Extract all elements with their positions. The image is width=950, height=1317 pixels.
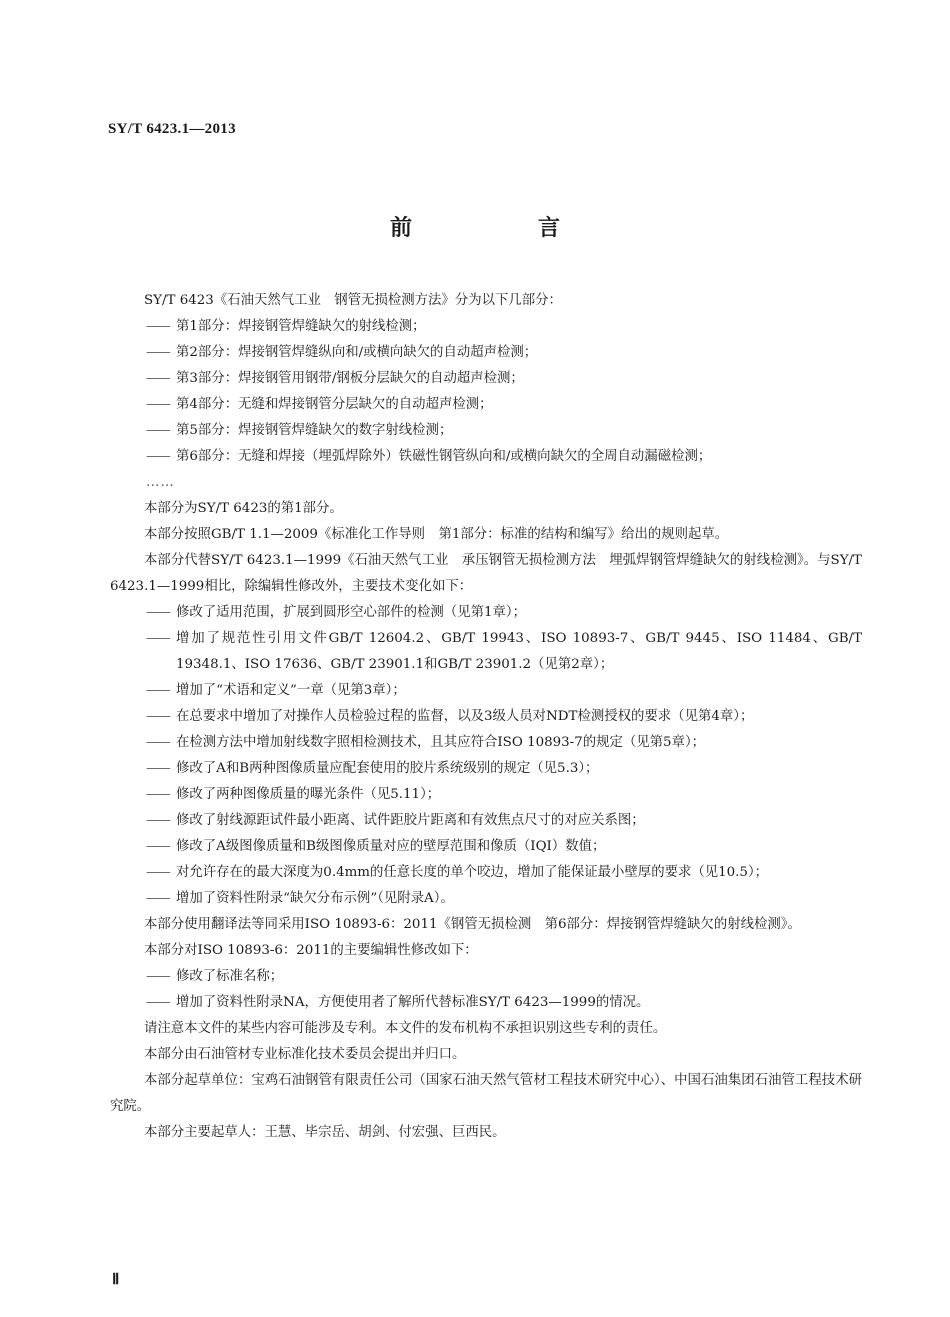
list-item: —— 增加了资料性附录NA，方便使用者了解所代替标准SY/T 6423—1999的情况。 <box>110 990 862 1016</box>
list-item: —— 第2部分：焊接钢管焊缝纵向和/或横向缺欠的自动超声检测； <box>110 340 862 366</box>
document-code: SY/T 6423.1—2013 <box>108 121 236 137</box>
list-item: —— 增加了资料性附录“缺欠分布示例”（见附录A）。 <box>110 886 862 912</box>
list-item: —— 修改了射线源距试件最小距离、试件距胶片距离和有效焦点尺寸的对应关系图； <box>110 808 862 834</box>
dash-marker: —— <box>146 371 169 386</box>
page-title: 前 言 <box>389 216 612 241</box>
list-item: —— 第3部分：焊接钢管用钢带/钢板分层缺欠的自动超声检测； <box>110 366 862 392</box>
list-item: —— 修改了适用范围，扩展到圆形空心部件的检测（见第1章）； <box>110 600 862 626</box>
replaces-paragraph: 本部分代替SY/T 6423.1—1999《石油天然气工业 承压钢管无损检测方法 埋弧焊钢管焊缝缺欠的射线检测》。与SY/T 6423.1—1999相比，除编辑性修改外，主要技术变化如下： <box>110 553 862 594</box>
dash-marker: —— <box>146 449 169 464</box>
editorial-paragraph: 本部分对ISO 10893-6：2011的主要编辑性修改如下： <box>144 943 478 958</box>
drafting-units-paragraph: 本部分起草单位：宝鸡石油钢管有限责任公司（国家石油天然气管材工程技术研究中心）、中国石油集团石油管工程技术研究院。 <box>110 1073 862 1114</box>
drafters-paragraph: 本部分主要起草人：王慧、毕宗岳、胡剑、付宏强、巨西民。 <box>144 1125 506 1140</box>
dash-marker: —— <box>146 787 169 802</box>
list-item: —— 修改了两种图像质量的曝光条件（见5.11）； <box>110 782 862 808</box>
intro-paragraph: SY/T 6423《石油天然气工业 钢管无损检测方法》分为以下几部分： <box>144 293 562 308</box>
proposed-by-paragraph: 本部分由石油管材专业标准化技术委员会提出并归口。 <box>144 1047 466 1062</box>
dash-marker: —— <box>146 761 169 776</box>
list-item: —— 第4部分：无缝和焊接钢管分层缺欠的自动超声检测； <box>110 392 862 418</box>
dash-marker: —— <box>146 631 169 646</box>
dash-marker: —— <box>146 709 169 724</box>
dash-marker: —— <box>146 683 169 698</box>
list-item: —— 增加了规范性引用文件GB/T 12604.2、GB/T 19943、ISO 10893-7、GB/T 9445、ISO 11484、GB/T 19348.1、ISO 17636、GB/T 23901.1和GB/T 23901.2（见第2章）； <box>110 626 862 678</box>
this-part-paragraph: 本部分为SY/T 6423的第1部分。 <box>144 501 343 516</box>
list-item: —— 第5部分：焊接钢管焊缝缺欠的数字射线检测； <box>110 418 862 444</box>
dash-marker: —— <box>146 813 169 828</box>
list-item: —— 在总要求中增加了对操作人员检验过程的监督，以及3级人员对NDT检测授权的要求（见第4章）； <box>110 704 862 730</box>
list-item: —— 修改了标准名称； <box>110 964 862 990</box>
dash-marker: —— <box>146 969 169 984</box>
list-item: —— 增加了“术语和定义”一章（见第3章）； <box>110 678 862 704</box>
list-item: —— 第1部分：焊接钢管焊缝缺欠的射线检测； <box>110 314 862 340</box>
list-item: —— 修改了A和B两种图像质量应配套使用的胶片系统级别的规定（见5.3）； <box>110 756 862 782</box>
list-item: —— 在检测方法中增加射线数字照相检测技术，且其应符合ISO 10893-7的规定（见第5章）； <box>110 730 862 756</box>
dash-marker: —— <box>146 891 169 906</box>
dash-marker: —— <box>146 735 169 750</box>
dash-marker: —— <box>146 865 169 880</box>
translation-paragraph: 本部分使用翻译法等同采用ISO 10893-6：2011《钢管无损检测 第6部分：焊接钢管焊缝缺欠的射线检测》。 <box>144 917 801 932</box>
drafting-rules-paragraph: 本部分按照GB/T 1.1—2009《标准化工作导则 第1部分：标准的结构和编写》给出的规则起草。 <box>144 527 729 542</box>
dash-marker: —— <box>146 995 169 1010</box>
page-number: Ⅱ <box>112 1272 120 1288</box>
dash-marker: —— <box>146 345 169 360</box>
list-item: —— 修改了A级图像质量和B级图像质量对应的壁厚范围和像质（IQI）数值； <box>110 834 862 860</box>
list-continuation: …… <box>146 475 175 490</box>
dash-marker: —— <box>146 605 169 620</box>
dash-marker: —— <box>146 319 169 334</box>
patent-paragraph: 请注意本文件的某些内容可能涉及专利。本文件的发布机构不承担识别这些专利的责任。 <box>144 1021 667 1036</box>
list-item: —— 第6部分：无缝和焊接（埋弧焊除外）铁磁性钢管纵向和/或横向缺欠的全周自动漏磁检测； <box>110 444 862 470</box>
dash-marker: —— <box>146 423 169 438</box>
list-item: —— 对允许存在的最大深度为0.4mm的任意长度的单个咬边，增加了能保证最小壁厚的要求（见10.5）； <box>110 860 862 886</box>
dash-marker: —— <box>146 397 169 412</box>
dash-marker: —— <box>146 839 169 854</box>
foreword-body <box>110 288 862 1146</box>
